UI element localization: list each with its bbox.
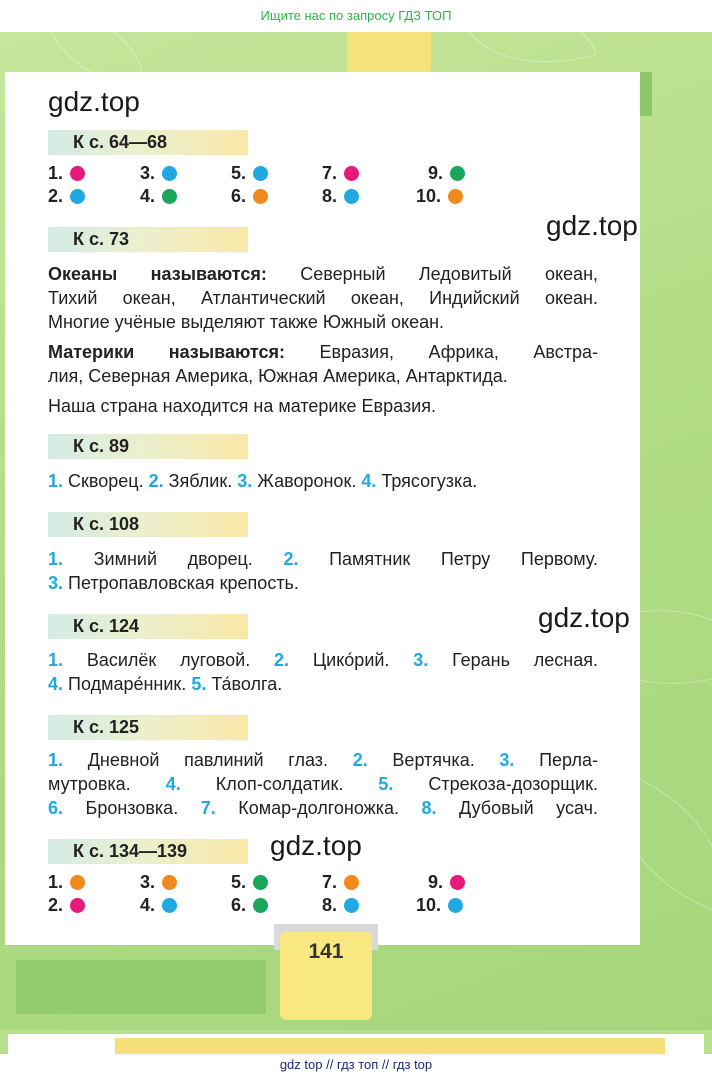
color-dot: [450, 166, 465, 181]
country-paragraph: Наша страна находится на материке Евразия.: [48, 396, 436, 416]
footer-links: gdz top // гдз топ // гдз top: [0, 1054, 712, 1082]
section-header: К с. 125: [48, 715, 248, 740]
oceans-paragraph: Океаны называются: Северный Ледовитый океан, Тихий океан, Атлантический океан, Индийский океан. Многие учёные выделяют также Южный океан.: [48, 264, 599, 332]
plants-paragraph: 1. Василёк луговой. 2. Цико́рий. 3. Герань лесная. 4. Подмаре́нник. 5. Та́волга.: [48, 650, 598, 694]
color-dot: [253, 875, 268, 890]
watermark: gdz.top: [270, 830, 362, 861]
section-header: К с. 124: [48, 614, 248, 639]
color-dot: [162, 189, 177, 204]
answer-row: [48, 185, 528, 207]
color-dot: [344, 166, 359, 181]
watermark: gdz.top: [538, 602, 630, 633]
page-strip-decoration: [16, 960, 266, 1014]
insects-paragraph: 1. Дневной павлиний глаз. 2. Вертячка. 3. Перла- мутровка. 4. Клоп-солдатик. 5. Стрекоза-дозорщик. 6. Бронзовка. 7. Комар-долгоножка. 8. Дубовый усач.: [48, 750, 598, 818]
color-dot: [450, 875, 465, 890]
answer-item: 4.: [140, 894, 177, 916]
color-dot: [70, 166, 85, 181]
color-dot: [70, 875, 85, 890]
color-dot: [162, 875, 177, 890]
answer-item: 2.: [48, 894, 85, 916]
color-dot: [162, 166, 177, 181]
answer-item: 5.: [231, 162, 268, 184]
color-dot: [448, 189, 463, 204]
answer-item: 8.: [322, 185, 359, 207]
answer-item: 10.: [416, 185, 463, 207]
section-header: К с. 64—68: [48, 130, 248, 155]
answer-item: 6.: [231, 894, 268, 916]
color-dot: [253, 898, 268, 913]
color-dot: [70, 189, 85, 204]
continents-label: Материки называются:: [48, 342, 285, 362]
answer-item: 8.: [322, 894, 359, 916]
color-dot: [344, 898, 359, 913]
watermark: gdz.top: [546, 210, 638, 241]
color-dot: [344, 189, 359, 204]
page-number: 141: [280, 932, 372, 1020]
landmarks-paragraph: 1. Зимний дворец. 2. Памятник Петру Первому. 3. Петропавловская крепость.: [48, 549, 598, 593]
answer-item: 5.: [231, 871, 268, 893]
answer-item: 6.: [231, 185, 268, 207]
next-page-header: [115, 1038, 665, 1054]
answer-item: 3.: [140, 871, 177, 893]
top-banner: Ищите нас по запросу ГДЗ ТОП: [0, 0, 712, 32]
answer-item: 1.: [48, 162, 85, 184]
answer-item: 7.: [322, 162, 359, 184]
color-dot: [253, 189, 268, 204]
answer-item: 9.: [428, 871, 465, 893]
answer-item: 9.: [428, 162, 465, 184]
answer-item: 10.: [416, 894, 463, 916]
answer-row: [48, 162, 528, 184]
answer-item: 4.: [140, 185, 177, 207]
color-dot: [70, 898, 85, 913]
answer-row: [48, 871, 528, 893]
section-header: К с. 73: [48, 227, 248, 252]
top-tab-decoration: [347, 32, 431, 72]
answer-item: 7.: [322, 871, 359, 893]
oceans-label: Океаны называются:: [48, 264, 267, 284]
section-header: К с. 108: [48, 512, 248, 537]
color-dot: [162, 898, 177, 913]
answer-item: 1.: [48, 871, 85, 893]
answer-item: 3.: [140, 162, 177, 184]
watermark: gdz.top: [48, 86, 140, 117]
color-dot: [448, 898, 463, 913]
answer-row: [48, 894, 528, 916]
page-scroll-marker: [640, 72, 652, 116]
section-header: К с. 134—139: [48, 839, 248, 864]
continents-paragraph: Материки называются: Евразия, Африка, Австра- лия, Северная Америка, Южная Америка, Антарктида.: [48, 342, 598, 386]
birds-paragraph: 1. Скворец. 2. Зяблик. 3. Жаворонок. 4. Трясогузка.: [48, 471, 478, 491]
color-dot: [344, 875, 359, 890]
section-header: К с. 89: [48, 434, 248, 459]
answer-item: 2.: [48, 185, 85, 207]
color-dot: [253, 166, 268, 181]
